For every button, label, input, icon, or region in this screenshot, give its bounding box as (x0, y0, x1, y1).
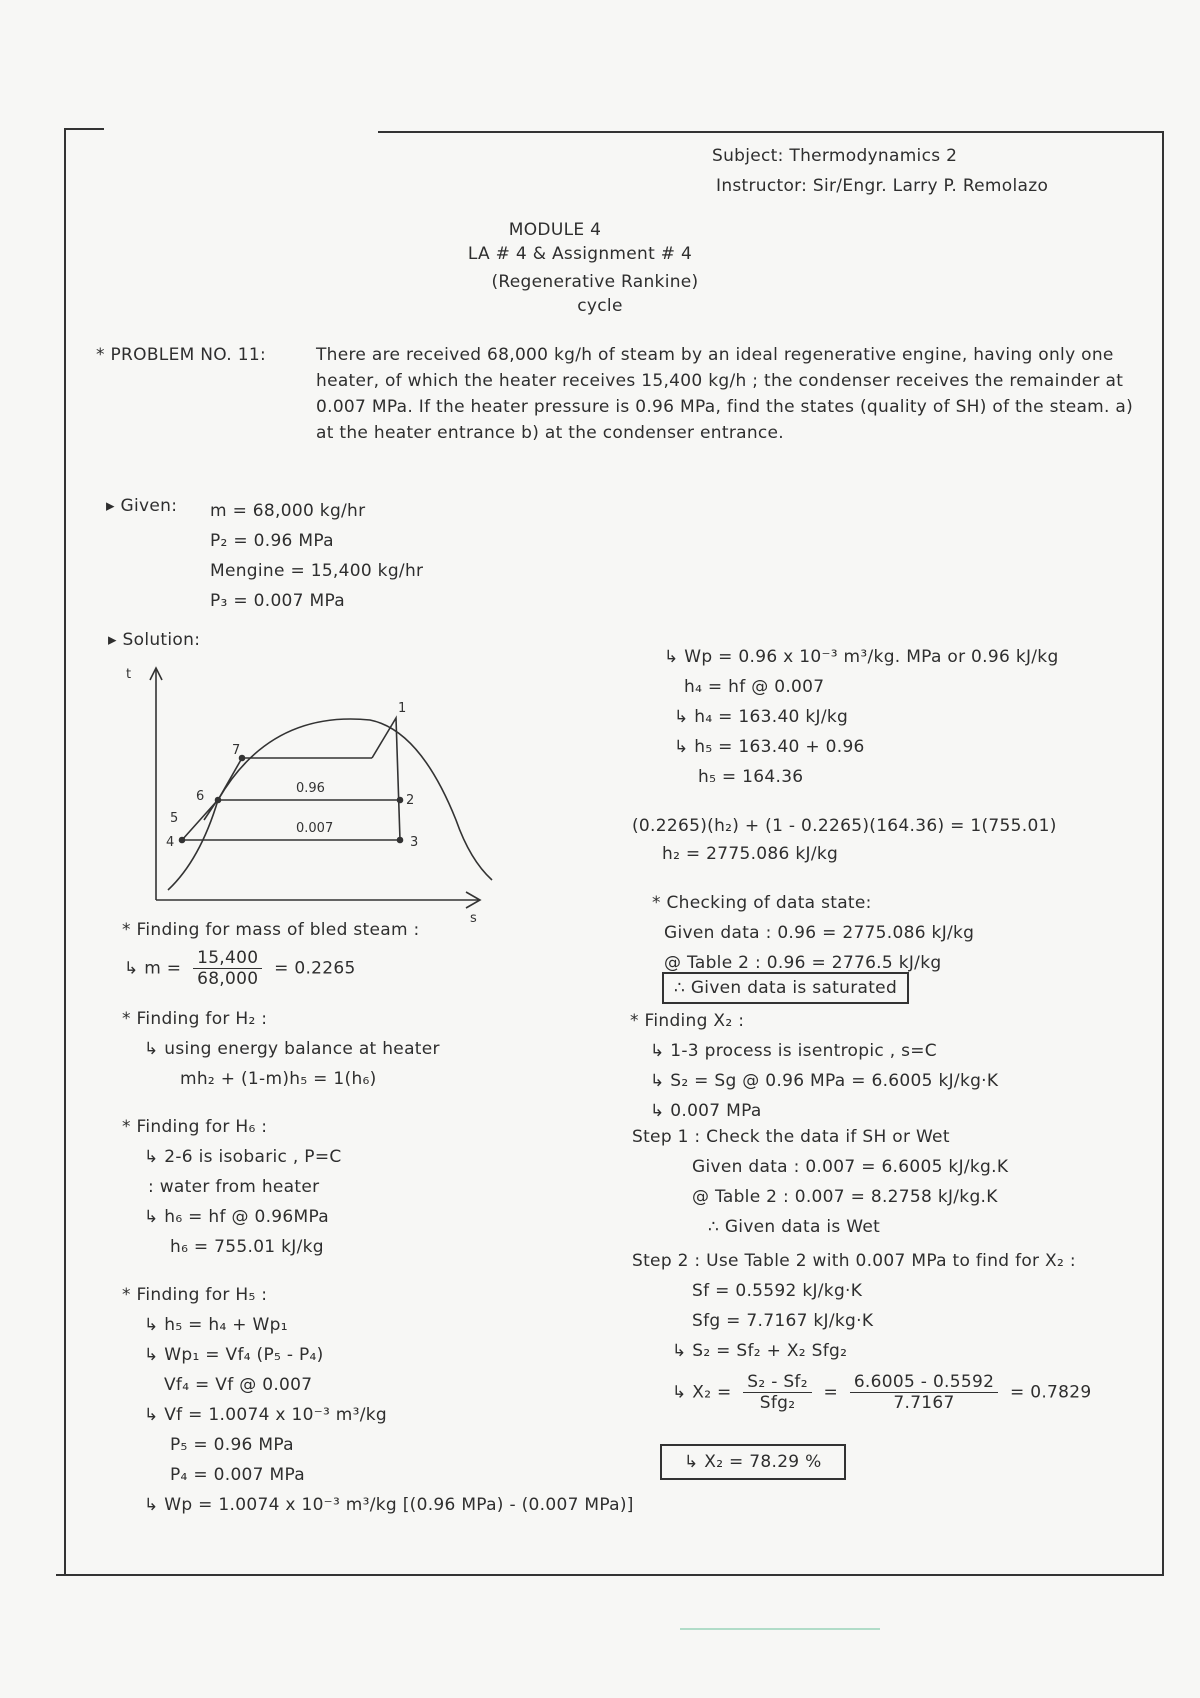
h5-line: ↳ Wp₁ = Vf₄ (P₅ - P₄) (144, 1345, 324, 1365)
h5-line: Vf₄ = Vf @ 0.007 (164, 1375, 313, 1395)
step2-line: Sf = 0.5592 kJ/kg·K (692, 1281, 863, 1301)
point-label: 5 (170, 811, 179, 826)
saturation-dome (168, 719, 492, 890)
final-answer-box: ↳ X₂ = 78.29 % (660, 1444, 846, 1480)
energy-balance-eq: mh₂ + (1-m)h₅ = 1(h₆) (180, 1069, 377, 1089)
checking-line: Given data : 0.96 = 2775.086 kJ/kg (664, 923, 975, 943)
given-label: ▸ Given: (106, 496, 178, 516)
step2-line: Sfg = 7.7167 kJ/kg·K (692, 1311, 874, 1331)
finding-h5-heading: * Finding for H₅ : (122, 1285, 268, 1305)
step1-line: @ Table 2 : 0.007 = 8.2758 kJ/kg.K (692, 1187, 998, 1207)
s-axis-label: s (470, 911, 477, 926)
finding-h5-block (122, 1280, 634, 1520)
finding-x2-line: ↳ 1-3 process is isentropic , s=C (650, 1041, 937, 1061)
h6-line: h₆ = 755.01 kJ/kg (170, 1237, 324, 1257)
x2-den-numeric: 7.7167 (893, 1393, 955, 1413)
pressure-label-low: 0.007 (296, 821, 334, 836)
point-label: 6 (196, 789, 205, 804)
finding-x2-line: * Finding X₂ : (630, 1011, 745, 1031)
finding-h6-block (122, 1112, 342, 1262)
x2-fraction-numeric (850, 1372, 998, 1413)
x2-den-symbolic: Sfg₂ (759, 1393, 796, 1413)
problem-text: There are received 68,000 kg/h of steam by an ideal regenerative engine, having only one heater, of which the heater receives 15,400 kg/h ; the condenser receives the remainder at 0.007 MPa. If the heater pressure is 0.96 MPa, find the states (quality of SH) of the steam. a) at the heater entrance b) at the condenser entrance. (316, 345, 1134, 443)
right-calc-line: ↳ h₅ = 163.40 + 0.96 (674, 737, 865, 757)
frame-left-line (64, 128, 66, 1575)
h2-result: h₂ = 2775.086 kJ/kg (662, 844, 839, 864)
mass-numerator: 15,400 (193, 948, 262, 969)
step1-line: ∴ Given data is Wet (708, 1217, 881, 1237)
saturated-conclusion-box: ∴ Given data is saturated (662, 972, 909, 1004)
right-calc-line: ↳ h₄ = 163.40 kJ/kg (674, 707, 849, 727)
step1-line: Given data : 0.007 = 6.6005 kJ/kg.K (692, 1157, 1009, 1177)
given-line: m = 68,000 kg/hr (210, 501, 366, 521)
mass-calc (124, 948, 356, 989)
right-calc-line: h₅ = 164.36 (698, 767, 804, 787)
instructor-label: Instructor: Sir/Engr. Larry P. Remolazo (716, 176, 1049, 196)
mass-fraction (193, 948, 262, 989)
step2-line: Step 2 : Use Table 2 with 0.007 MPa to find for X₂ : (632, 1251, 1076, 1271)
finding-x2-block (630, 1006, 998, 1126)
mass-result: = 0.2265 (274, 958, 356, 979)
h6-line: : water from heater (148, 1177, 320, 1197)
checking-line: @ Table 2 : 0.96 = 2776.5 kJ/kg (664, 953, 942, 973)
checking-line: * Checking of data state: (652, 893, 872, 913)
subject-label: Subject: Thermodynamics 2 (712, 146, 958, 166)
frame-bottom-line (56, 1574, 1164, 1576)
x2-fraction-symbolic (743, 1372, 812, 1413)
finding-h6-heading: * Finding for H₆ : (122, 1117, 268, 1137)
assignment-title: LA # 4 & Assignment # 4 (467, 244, 693, 264)
x2-num-symbolic: S₂ - Sf₂ (743, 1372, 812, 1393)
given-line: P₂ = 0.96 MPa (210, 531, 334, 551)
topic-line1: (Regenerative Rankine) (491, 272, 699, 292)
line-6-7 (218, 758, 242, 800)
point-label: 4 (166, 835, 175, 850)
point-label: 1 (398, 701, 407, 716)
given-list (210, 496, 423, 616)
h5-line: P₅ = 0.96 MPa (170, 1435, 294, 1455)
point-label: 7 (232, 743, 241, 758)
checking-block (652, 888, 974, 978)
ts-diagram (120, 660, 500, 930)
pressure-label-high: 0.96 (296, 781, 325, 796)
energy-equation: (0.2265)(h₂) + (1 - 0.2265)(164.36) = 1(755.01) (632, 816, 1057, 836)
frame-right-line (1162, 131, 1164, 1575)
point-label: 3 (410, 835, 419, 850)
finding-x2-line: ↳ 0.007 MPa (650, 1101, 762, 1121)
x2-num-numeric: 6.6005 - 0.5592 (850, 1372, 998, 1393)
mass-denominator: 68,000 (197, 969, 259, 989)
finding-h2-heading: * Finding for H₂ : (122, 1009, 268, 1029)
right-calc-line: ↳ Wp = 0.96 x 10⁻³ m³/kg. MPa or 0.96 kJ/kg (664, 647, 1059, 667)
solution-label: ▸ Solution: (108, 630, 201, 650)
highlighter-mark (680, 1628, 880, 1630)
x2-result: = 0.7829 (1009, 1382, 1092, 1403)
h6-line: ↳ h₆ = hf @ 0.96MPa (144, 1207, 329, 1227)
h5-line: ↳ Wp = 1.0074 x 10⁻³ m³/kg [(0.96 MPa) - (0.007 MPa)] (144, 1495, 634, 1515)
point-label: 2 (406, 793, 415, 808)
step2-line: ↳ S₂ = Sf₂ + X₂ Sfg₂ (672, 1341, 848, 1361)
problem-label: * PROBLEM NO. 11: (96, 345, 266, 365)
mass-prefix: ↳ m = (124, 958, 182, 979)
h5-line: P₄ = 0.007 MPa (170, 1465, 305, 1485)
h5-line: ↳ h₅ = h₄ + Wp₁ (144, 1315, 288, 1335)
given-line: Mengine = 15,400 kg/hr (210, 561, 424, 581)
step1-line: Step 1 : Check the data if SH or Wet (632, 1127, 950, 1147)
energy-balance-note: ↳ using energy balance at heater (144, 1039, 440, 1059)
step1-block (632, 1122, 1008, 1242)
frame-corner-line (64, 128, 104, 130)
topic-line2: cycle (577, 296, 623, 316)
right-calc-block (664, 642, 1059, 792)
given-line: P₃ = 0.007 MPa (210, 591, 345, 611)
x2-prefix: ↳ X₂ = (672, 1382, 732, 1403)
line-7-1-3 (372, 718, 400, 840)
finding-h2-block (122, 1004, 440, 1094)
x2-equation: ↳ X₂ = $\frac{\text{S₂ - Sf₂}}{\text{Sfg₂}}$ = $\frac{6.6005 - 0.5592}{7.7167}$ = 0.7829 (672, 1372, 1092, 1413)
finding-mass-heading: * Finding for mass of bled steam : (122, 920, 420, 940)
h5-line: ↳ Vf = 1.0074 x 10⁻³ m³/kg (144, 1405, 388, 1425)
step2-block (632, 1246, 1076, 1366)
module-title: MODULE 4 (508, 220, 602, 240)
right-calc-line: h₄ = hf @ 0.007 (684, 677, 825, 697)
t-axis-label: t (126, 667, 132, 682)
finding-x2-line: ↳ S₂ = Sg @ 0.96 MPa = 6.6005 kJ/kg·K (650, 1071, 999, 1091)
frame-top-line (378, 131, 1164, 133)
h6-line: ↳ 2-6 is isobaric , P=C (144, 1147, 342, 1167)
